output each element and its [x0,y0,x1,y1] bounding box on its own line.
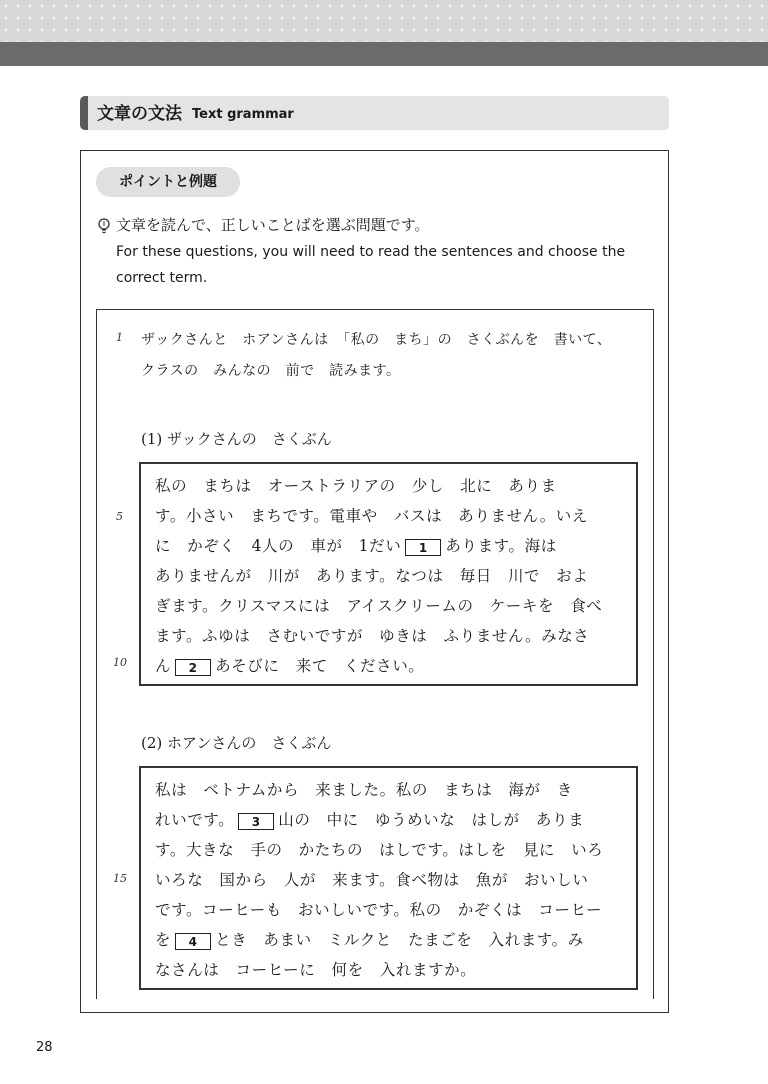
essay2-title: (2) ホアンさんの さくぶん [141,734,332,752]
instruction-ja: 文章を読んで、正しいことばを選ぶ問題です。 [116,216,430,234]
section-header [80,96,669,130]
intro-line: クラスの みんなの 前で 読みます。 [141,363,401,379]
essay-line: です。コーヒーも おいしいです。私の かぞくは コーヒー [155,901,603,919]
line-number-15: 15 [113,872,127,885]
essay-line-segment: に かぞく 4人の 車が 1だい [155,537,402,555]
page-number: 28 [36,1040,53,1055]
essay-line: す。小さい まちです。電車や バスは ありません。いえ [155,507,588,525]
essay-line-segment: 山の 中に ゆうめいな はしが ありま [278,811,585,829]
essay-line: ます。ふゆは さむいですが ゆきは ふりません。みなさ [155,627,590,645]
top-gray-bar [0,42,768,66]
section-header-accent [80,96,88,130]
section-title-ja: 文章の文法 [97,104,182,124]
blank-box-1: 1 [405,539,441,556]
blank-box-4: 4 [175,933,211,950]
top-dotted-band [0,0,768,42]
essay-line: 私の まちは オーストラリアの 少し 北に ありま [155,477,557,495]
essay-line: す。大きな 手の かたちの はしです。はしを 見に いろ [155,841,604,859]
essay1-title: (1) ザックさんの さくぶん [141,430,332,448]
essay-line-segment: とき あまい ミルクと たまごを 入れます。み [215,931,584,949]
essay-line-segment: あそびに 来て ください。 [215,657,425,675]
essay-line [155,808,625,830]
lightbulb-icon [96,217,112,235]
essay-line: いろな 国から 人が 来ます。食べ物は 魚が おいしい [155,871,589,889]
line-number-10: 10 [113,656,127,669]
line-number-1: 1 [116,331,123,344]
essay-line-segment: ん [155,657,172,675]
point-tag: ポイントと例題 [96,167,240,197]
line-number-5: 5 [116,510,123,523]
essay-line: ありませんが 川が あります。なつは 毎日 川で およ [155,567,589,585]
essay-line [155,654,625,676]
essay-line [155,534,625,556]
essay-line [155,928,625,950]
essay-line-segment: れいです。 [155,811,235,829]
blank-box-3: 3 [238,813,274,830]
section-title-en: Text grammar [192,107,294,122]
essay-line-segment: あります。海は [445,537,557,555]
essay-line: 私は ベトナムから 来ました。私の まちは 海が き [155,781,573,799]
essay-line: ぎます。クリスマスには アイスクリームの ケーキを 食べ [155,597,603,615]
essay-line-segment: を [155,931,172,949]
essay-line: なさんは コーヒーに 何を 入れますか。 [155,961,477,979]
instruction-en: For these questions, you will need to read the sentences and choose the correct term. [116,244,626,286]
blank-box-2: 2 [175,659,211,676]
intro-line: ザックさんと ホアンさんは 「私の まち」の さくぶんを 書いて、 [141,332,612,348]
